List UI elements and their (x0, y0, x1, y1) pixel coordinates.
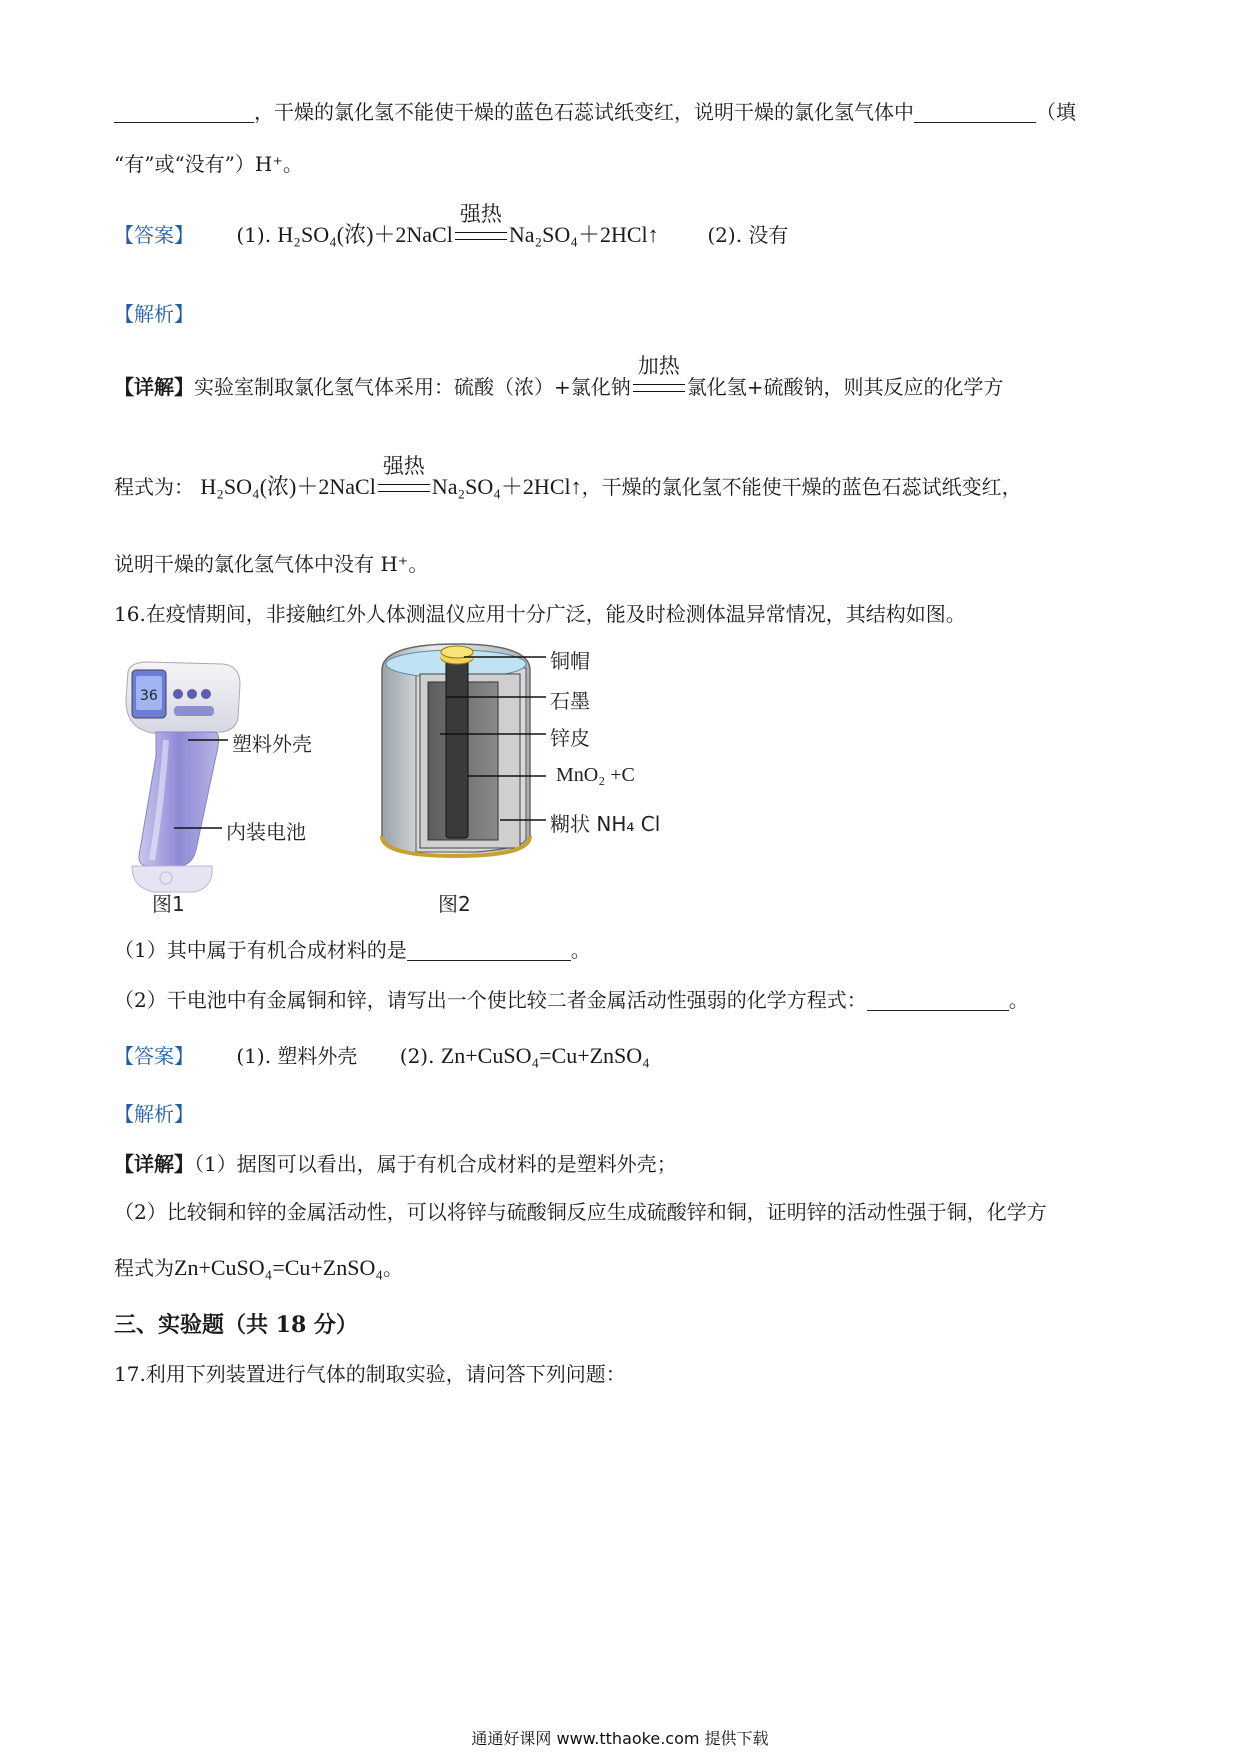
q15-analysis-tag: 【解析】 (114, 302, 194, 326)
q16-sub2: （2）干电池中有金属铜和锌，请写出一个使比较二者金属活动性强弱的化学方程式： 。 (114, 988, 1029, 1012)
reaction-equation: H₂SO₄(浓)＋2NaCl 强热 Na₂SO₄＋2HCl↑ (277, 202, 659, 247)
reaction-condition: 强热 (378, 484, 430, 492)
q15-detail-line3: 说明干燥的氯化氢气体中没有 H⁺。 (114, 552, 429, 576)
q15-detail-line2: 程式为： H₂SO₄(浓)＋2NaCl 强热 Na₂SO₄＋2HCl↑，干燥的氯化氢不能使干燥的蓝色石蕊试纸变红， (114, 454, 1022, 499)
reaction-condition: 加热 (633, 384, 685, 392)
svg-text:36: 36 (140, 688, 158, 704)
detail-tag: 【详解】 (114, 1152, 194, 1176)
label-battery: 内装电池 (226, 820, 306, 844)
q15-line2: “有”或“没有”）H⁺。 (114, 152, 303, 176)
thermometer-figure (118, 660, 348, 900)
label-copper-cap: 铜帽 (550, 649, 590, 673)
detail-tag: 【详解】 (114, 375, 194, 399)
section-title: 三、实验题（共 18 分） (114, 1312, 358, 1338)
q16-detail-3: 程式为Zn+CuSO₄=Cu+ZnSO₄。 (114, 1255, 404, 1280)
q16-detail-1: 【详解】（1）据图可以看出，属于有机合成材料的是塑料外壳； (114, 1152, 677, 1176)
page-footer: 通通好课网 www.tthaoke.com 提供下载 (471, 1729, 769, 1748)
answer-tag: 【答案】 (114, 223, 194, 247)
q16-stem: 16.在疫情期间，非接触红外人体测温仪应用十分广泛，能及时检测体温异常情况，其结构如图。 (114, 602, 966, 626)
answer-blank (114, 122, 254, 123)
q16-answer: 【答案】 (1). 塑料外壳 (2). Zn+CuSO₄=Cu+ZnSO₄ (114, 1043, 650, 1068)
dry-cell-pointer-lines (440, 640, 550, 840)
label-nh4cl-paste: 糊状 NH₄ Cl (550, 812, 661, 836)
q16-detail-2: （2）比较铜和锌的金属活动性，可以将锌与硫酸铜反应生成硫酸锌和铜，证明锌的活动性强于铜，化学方 (114, 1200, 1047, 1224)
reaction-equation: H₂SO₄(浓)＋2NaCl 强热 Na₂SO₄＋2HCl↑ (200, 454, 582, 499)
label-mno2-c: MnO₂ +C (556, 764, 635, 786)
q17-stem: 17.利用下列装置进行气体的制取实验，请问答下列问题： (114, 1362, 626, 1386)
label-plastic-shell: 塑料外壳 (232, 732, 312, 756)
q15-answer: 【答案】 (1). H₂SO₄(浓)＋2NaCl 强热 Na₂SO₄＋2HCl↑ (2). 没有 (114, 202, 789, 247)
fig1-caption: 图1 (152, 892, 185, 916)
answer-blank (407, 960, 571, 961)
reaction-condition: 强热 (455, 232, 507, 240)
answer-blank (867, 1010, 1009, 1011)
answer-tag: 【答案】 (114, 1044, 194, 1068)
answer-blank (914, 122, 1036, 123)
fig2-caption: 图2 (438, 892, 471, 916)
q15-detail-line1: 【详解】实验室制取氯化氢气体采用：硫酸（浓）+氯化钠 加热 氯化氢+硫酸钠，则其反应的化学方 (114, 354, 1004, 399)
label-graphite: 石墨 (550, 689, 590, 713)
label-zinc-skin: 锌皮 (550, 726, 590, 750)
q15-line1: ，干燥的氯化氢不能使干燥的蓝色石蕊试纸变红，说明干燥的氯化氢气体中 （填 (114, 96, 1076, 125)
q16-sub1: （1）其中属于有机合成材料的是 。 (114, 938, 591, 962)
q16-analysis-tag: 【解析】 (114, 1102, 194, 1126)
